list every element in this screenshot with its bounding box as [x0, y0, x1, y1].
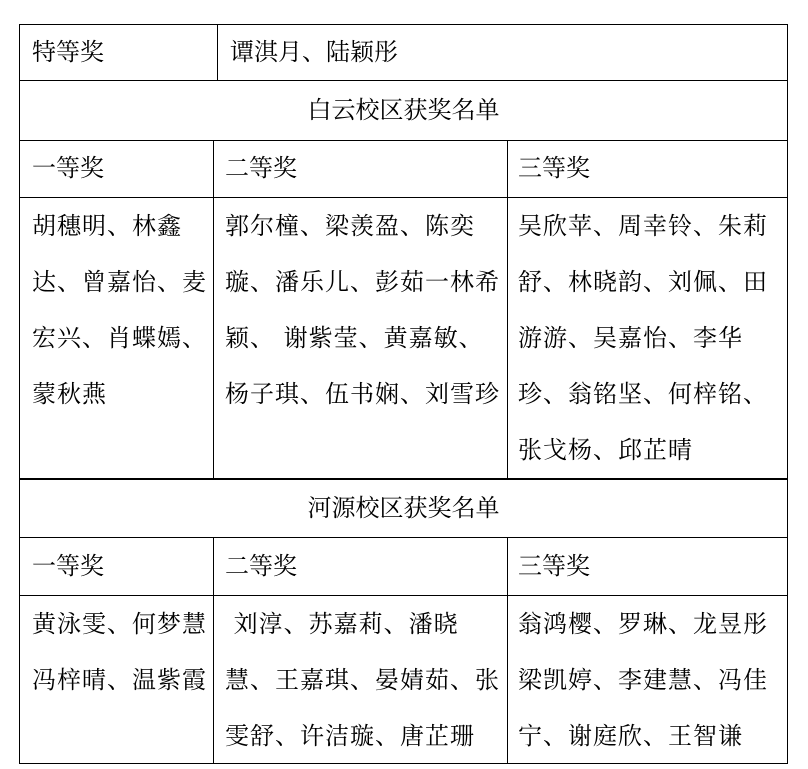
heyuan-second-prize-names: 刘淳、苏嘉莉、潘晓慧、王嘉琪、晏婧茹、张雯舒、许洁璇、唐芷珊	[225, 610, 500, 750]
heyuan-header-first: 一等奖	[32, 552, 104, 580]
baiyun-first-prize-names: 胡穗明、林鑫达、曾嘉怡、麦宏兴、肖蝶嫣、蒙秋燕	[32, 212, 207, 408]
baiyun-header-first: 一等奖	[32, 154, 104, 182]
heyuan-first-prize-names: 黄泳雯、何梦慧冯梓晴、温紫霞	[32, 610, 207, 694]
heyuan-third-prize-names: 翁鸿樱、罗琳、龙昱彤梁凯婷、李建慧、冯佳宁、谢庭欣、王智谦	[518, 610, 768, 750]
divider	[217, 25, 218, 80]
divider	[507, 140, 508, 478]
special-prize-names: 谭淇月、陆颖彤	[230, 38, 398, 66]
baiyun-second-prize-names: 郭尔橦、梁羡盈、陈奕璇、潘乐儿、彭茹一林希颖、 谢紫莹、黄嘉敏、杨子琪、伍书娴、刘雪珍	[225, 212, 500, 408]
baiyun-title: 白云校区获奖名单	[307, 96, 500, 124]
baiyun-third-prize-names: 吴欣苹、周幸铃、朱莉舒、林晓韵、刘佩、田游游、吴嘉怡、李华珍、翁铭坚、何梓铭、张戈杨、邱芷晴	[518, 212, 768, 464]
heyuan-table	[19, 479, 788, 764]
heyuan-header-third: 三等奖	[518, 552, 590, 580]
baiyun-header-third: 三等奖	[518, 154, 590, 182]
divider	[20, 140, 787, 141]
divider	[507, 537, 508, 763]
special-prize-label: 特等奖	[32, 38, 104, 66]
special-prize-row	[19, 24, 788, 81]
divider	[20, 537, 787, 538]
divider	[213, 140, 214, 478]
divider	[213, 537, 214, 763]
heyuan-title: 河源校区获奖名单	[307, 494, 500, 522]
baiyun-table	[19, 80, 788, 479]
baiyun-header-second: 二等奖	[225, 154, 297, 182]
heyuan-header-second: 二等奖	[225, 552, 297, 580]
